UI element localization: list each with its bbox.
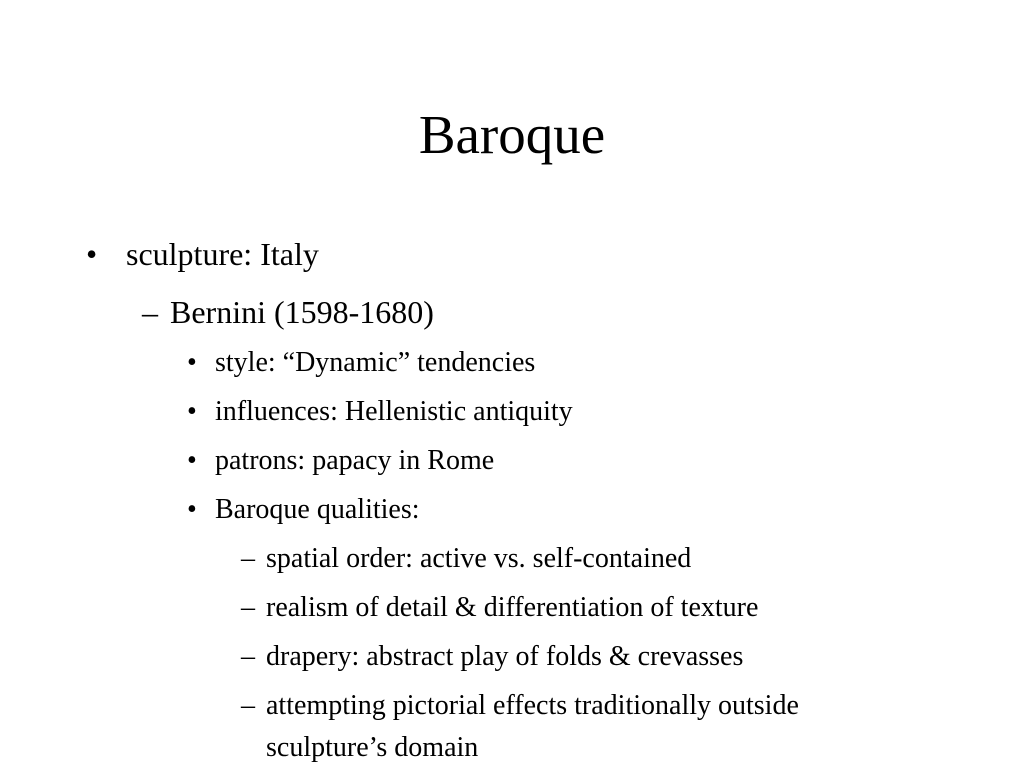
dash-marker: –: [241, 641, 255, 672]
dash-marker: –: [241, 690, 255, 721]
dash-marker: –: [142, 294, 158, 330]
bullet-text: spatial order: active vs. self-contained: [266, 543, 692, 574]
bullet-continuation: [266, 730, 478, 766]
bullet-text: realism of detail & differentiation of texture: [266, 592, 759, 623]
bullet-text: sculpture’s domain: [266, 732, 479, 763]
bullet-item: [241, 590, 758, 626]
bullet-item: [187, 345, 535, 381]
bullet-text: style: “Dynamic” tendencies: [215, 347, 536, 378]
bullet-text: sculpture: Italy: [126, 236, 319, 272]
bullet-item: [241, 541, 691, 577]
bullet-marker: •: [187, 494, 197, 525]
bullet-text: patrons: papacy in Rome: [215, 445, 495, 476]
bullet-marker: •: [187, 347, 197, 378]
bullet-text: Bernini (1598-1680): [170, 294, 434, 330]
bullet-text: Baroque qualities:: [215, 494, 420, 525]
bullet-item: [142, 292, 434, 332]
bullet-text: influences: Hellenistic antiquity: [215, 396, 573, 427]
bullet-item: [241, 639, 743, 675]
dash-marker: –: [241, 592, 255, 623]
bullet-text: drapery: abstract play of folds & crevasses: [266, 641, 744, 672]
bullet-item: [86, 234, 319, 274]
slide-title: Baroque: [418, 104, 606, 165]
bullet-marker: •: [86, 236, 98, 272]
bullet-item: [241, 688, 799, 724]
bullet-item: [187, 492, 420, 528]
bullet-item: [187, 394, 573, 430]
bullet-marker: •: [187, 445, 197, 476]
bullet-marker: •: [187, 396, 197, 427]
dash-marker: –: [241, 543, 255, 574]
bullet-item: [187, 443, 494, 479]
bullet-text: attempting pictorial effects traditionally outside: [266, 690, 799, 721]
